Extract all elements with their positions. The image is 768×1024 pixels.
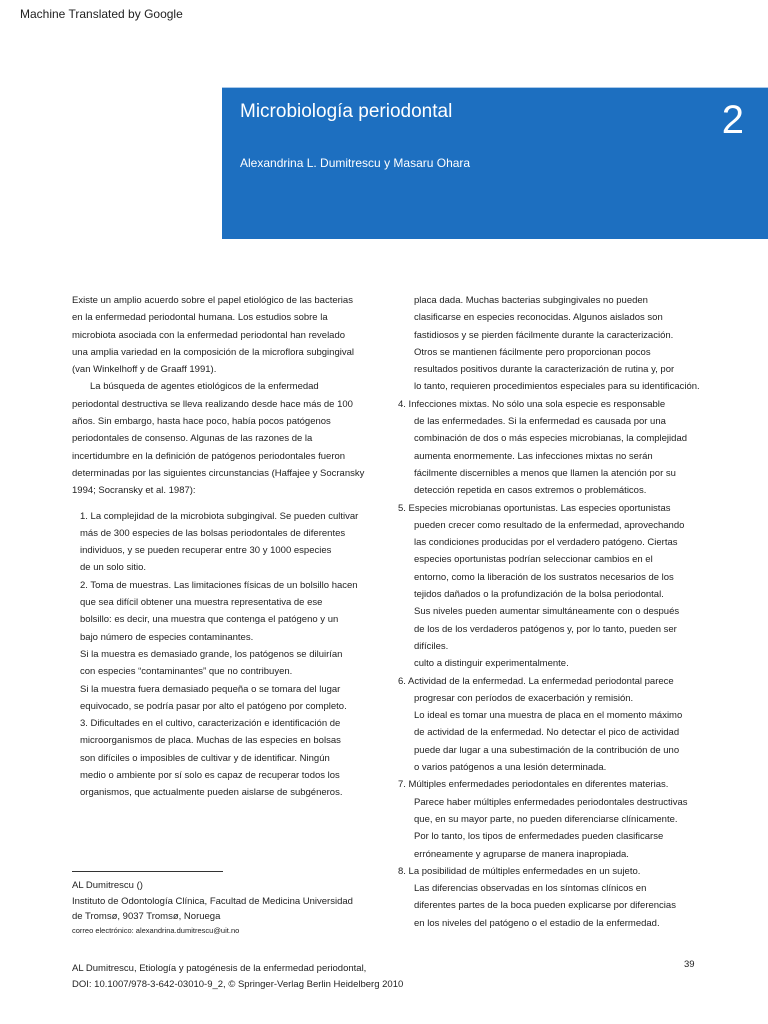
list-item-line: 7. Múltiples enfermedades periodontales en diferentes materias. <box>398 779 669 791</box>
list-item-line: Lo ideal es tomar una muestra de placa en el momento máximo <box>414 710 683 722</box>
text-line: incertidumbre en la definición de patógenos periodontales fueron <box>72 450 346 462</box>
list-item-line: erróneamente y agruparse de manera inapropiada. <box>414 848 629 860</box>
list-item-line: organismos, que actualmente pueden aislarse de subgéneros. <box>80 787 343 799</box>
list-item-line: resultados positivos durante la caracterización de rutina y, por <box>414 364 675 376</box>
footnote-email: correo electrónico: alexandrina.dumitrescu@uit.no <box>72 925 240 935</box>
list-item-line: de las enfermedades. Si la enfermedad es causada por una <box>414 416 666 428</box>
list-item-line: bajo número de especies contaminantes. <box>80 631 254 643</box>
list-item-line: Parece haber múltiples enfermedades periodontales destructivas <box>414 796 688 808</box>
text-line: (van Winkelhoff y de Graaff 1991). <box>72 364 217 376</box>
text-line: determinadas por las siguientes circunstancias (Haffajee y Socransky <box>72 467 365 479</box>
list-item-line: progresar con períodos de exacerbación y remisión. <box>414 692 634 704</box>
left-text-column <box>72 292 377 802</box>
list-item-line: Si la muestra fuera demasiado pequeña o se tomara del lugar <box>80 683 341 695</box>
list-item-line: o varios patógenos a una lesión determinada. <box>414 762 607 774</box>
list-item-line: especies oportunistas podrían seleccionar cambios en el <box>414 554 653 566</box>
list-item-line: 5. Especies microbianas oportunistas. Las especies oportunistas <box>398 502 671 514</box>
list-item-line: pueden crecer como resultado de la enfermedad, aprovechando <box>414 519 685 531</box>
list-item-line: microorganismos de placa. Muchas de las especies en bolsas <box>80 735 341 747</box>
list-item-line: fácilmente discernibles a menos que llamen la atención por su <box>414 467 676 479</box>
text-line: periodontales de consenso. Algunas de las razones de la <box>72 433 313 445</box>
text-line: periodontal destructiva se lleva realizando desde hace más de 100 <box>72 398 353 410</box>
chapter-title: Microbiología periodontal <box>240 101 453 122</box>
citation-footer <box>72 961 403 992</box>
list-item-line: 3. Dificultades en el cultivo, caracterización e identificación de <box>80 718 341 730</box>
list-item-line: detección repetida en casos extremos o problemáticos. <box>414 485 647 497</box>
paragraph-gap <box>72 500 377 508</box>
chapter-authors: Alexandrina L. Dumitrescu y Masaru Ohara <box>240 156 471 170</box>
list-item-line: Por lo tanto, los tipos de enfermedades pueden clasificarse <box>414 831 664 843</box>
list-item-line: son difíciles o imposibles de cultivar y de identificar. Ningún <box>80 752 330 764</box>
list-item-line: combinación de dos o más especies microbianas, la complejidad <box>414 433 688 445</box>
list-item-line: culto a distinguir experimentalmente. <box>414 658 569 670</box>
text-line: 1994; Socransky et al. 1987): <box>72 485 196 497</box>
list-item-line: de actividad de la enfermedad. No detectar el pico de actividad <box>414 727 680 739</box>
list-item-line: lo tanto, requieren procedimientos especiales para su identificación. <box>414 381 700 393</box>
list-item-line: en los niveles del patógeno o el estadio de la enfermedad. <box>414 917 660 929</box>
list-item-line: con especies “contaminantes” que no contribuyen. <box>80 666 293 678</box>
list-item-line: diferentes partes de la boca pueden explicarse por diferencias <box>414 900 676 912</box>
list-item-line: que, en su mayor parte, no pueden diferenciarse clínicamente. <box>414 813 678 825</box>
list-item-line: más de 300 especies de las bolsas periodontales de diferentes <box>80 527 346 539</box>
list-item-line: 4. Infecciones mixtas. No sólo una sola especie es responsable <box>398 398 666 410</box>
list-item-line: de un solo sitio. <box>80 562 147 574</box>
text-line: microbiota asociada con la enfermedad periodontal han revelado <box>72 329 346 341</box>
page-number: 39 <box>684 959 695 970</box>
list-item-line: individuos, y se pueden recuperar entre 30 y 1000 especies <box>80 545 332 557</box>
list-item-line: 1. La complejidad de la microbiota subgingival. Se pueden cultivar <box>80 510 359 522</box>
text-line: años. Sin embargo, hasta hace poco, había pocos patógenos <box>72 416 331 428</box>
list-item-line: difíciles. <box>414 640 449 652</box>
list-item-line: 8. La posibilidad de múltiples enfermedades en un sujeto. <box>398 865 641 877</box>
footnote-address: de Tromsø, 9037 Tromsø, Noruega <box>72 911 221 922</box>
author-footnote <box>72 878 353 937</box>
list-item-line: equivocado, se podría pasar por alto el patógeno por completo. <box>80 700 347 712</box>
list-item-line: placa dada. Muchas bacterias subgingivales no pueden <box>414 295 648 306</box>
list-item-line: 2. Toma de muestras. Las limitaciones físicas de un bolsillo hacen <box>80 579 358 591</box>
text-line: La búsqueda de agentes etiológicos de la enfermedad <box>90 381 319 393</box>
machine-translation-banner: Machine Translated by Google <box>20 7 183 21</box>
list-item-line: de los de los verdaderos patógenos y, por lo tanto, pueden ser <box>414 623 677 635</box>
list-item-line: clasificarse en especies reconocidas. Algunos aislados son <box>414 312 663 324</box>
footer-doi: DOI: 10.1007/978-3-642-03010-9_2, © Springer-Verlag Berlin Heidelberg 2010 <box>72 978 404 990</box>
list-item-line: aumenta enormemente. Las infecciones mixtas no serán <box>414 450 653 462</box>
list-item-line: Sus niveles pueden aumentar simultáneamente con o después <box>414 606 680 618</box>
list-item-line: Si la muestra es demasiado grande, los patógenos se diluirían <box>80 648 343 660</box>
footnote-rule <box>72 871 223 872</box>
footnote-affiliation: Instituto de Odontología Clínica, Facultad de Medicina Universidad <box>72 895 353 907</box>
list-item-line: bolsillo: es decir, una muestra que contenga el patógeno y un <box>80 614 339 626</box>
list-item-line: 6. Actividad de la enfermedad. La enfermedad periodontal parece <box>398 675 674 687</box>
footer-citation: AL Dumitrescu, Etiología y patogénesis de la enfermedad periodontal, <box>72 963 367 974</box>
list-item-line: Las diferencias observadas en los síntomas clínicos en <box>414 883 647 895</box>
text-line: una amplia variedad en la composición de la microflora subgingival <box>72 346 354 358</box>
list-item-line: entorno, como la liberación de los sustratos necesarios de los <box>414 571 674 583</box>
chapter-number: 2 <box>721 98 744 142</box>
list-item-line: fastidiosos y se pierden fácilmente durante la caracterización. <box>414 329 674 341</box>
footnote-author: AL Dumitrescu () <box>72 880 143 891</box>
chapter-header-band <box>222 88 768 239</box>
list-item-line: puede dar lugar a una subestimación de la contribución de uno <box>414 744 680 756</box>
list-item-line: que sea difícil obtener una muestra representativa de ese <box>80 597 323 609</box>
list-item-line: las condiciones producidas por el verdadero patógeno. Ciertas <box>414 537 678 549</box>
text-line: en la enfermedad periodontal humana. Los estudios sobre la <box>72 312 328 324</box>
list-item-line: tejidos dañados o la profundización de la bolsa periodontal. <box>414 589 664 601</box>
list-item-line: medio o ambiente por sí solo es capaz de recuperar todos los <box>80 770 340 782</box>
list-item-line: Otros se mantienen fácilmente pero proporcionan pocos <box>414 346 651 358</box>
right-text-column <box>398 292 733 932</box>
text-line: Existe un amplio acuerdo sobre el papel etiológico de las bacterias <box>72 295 353 306</box>
